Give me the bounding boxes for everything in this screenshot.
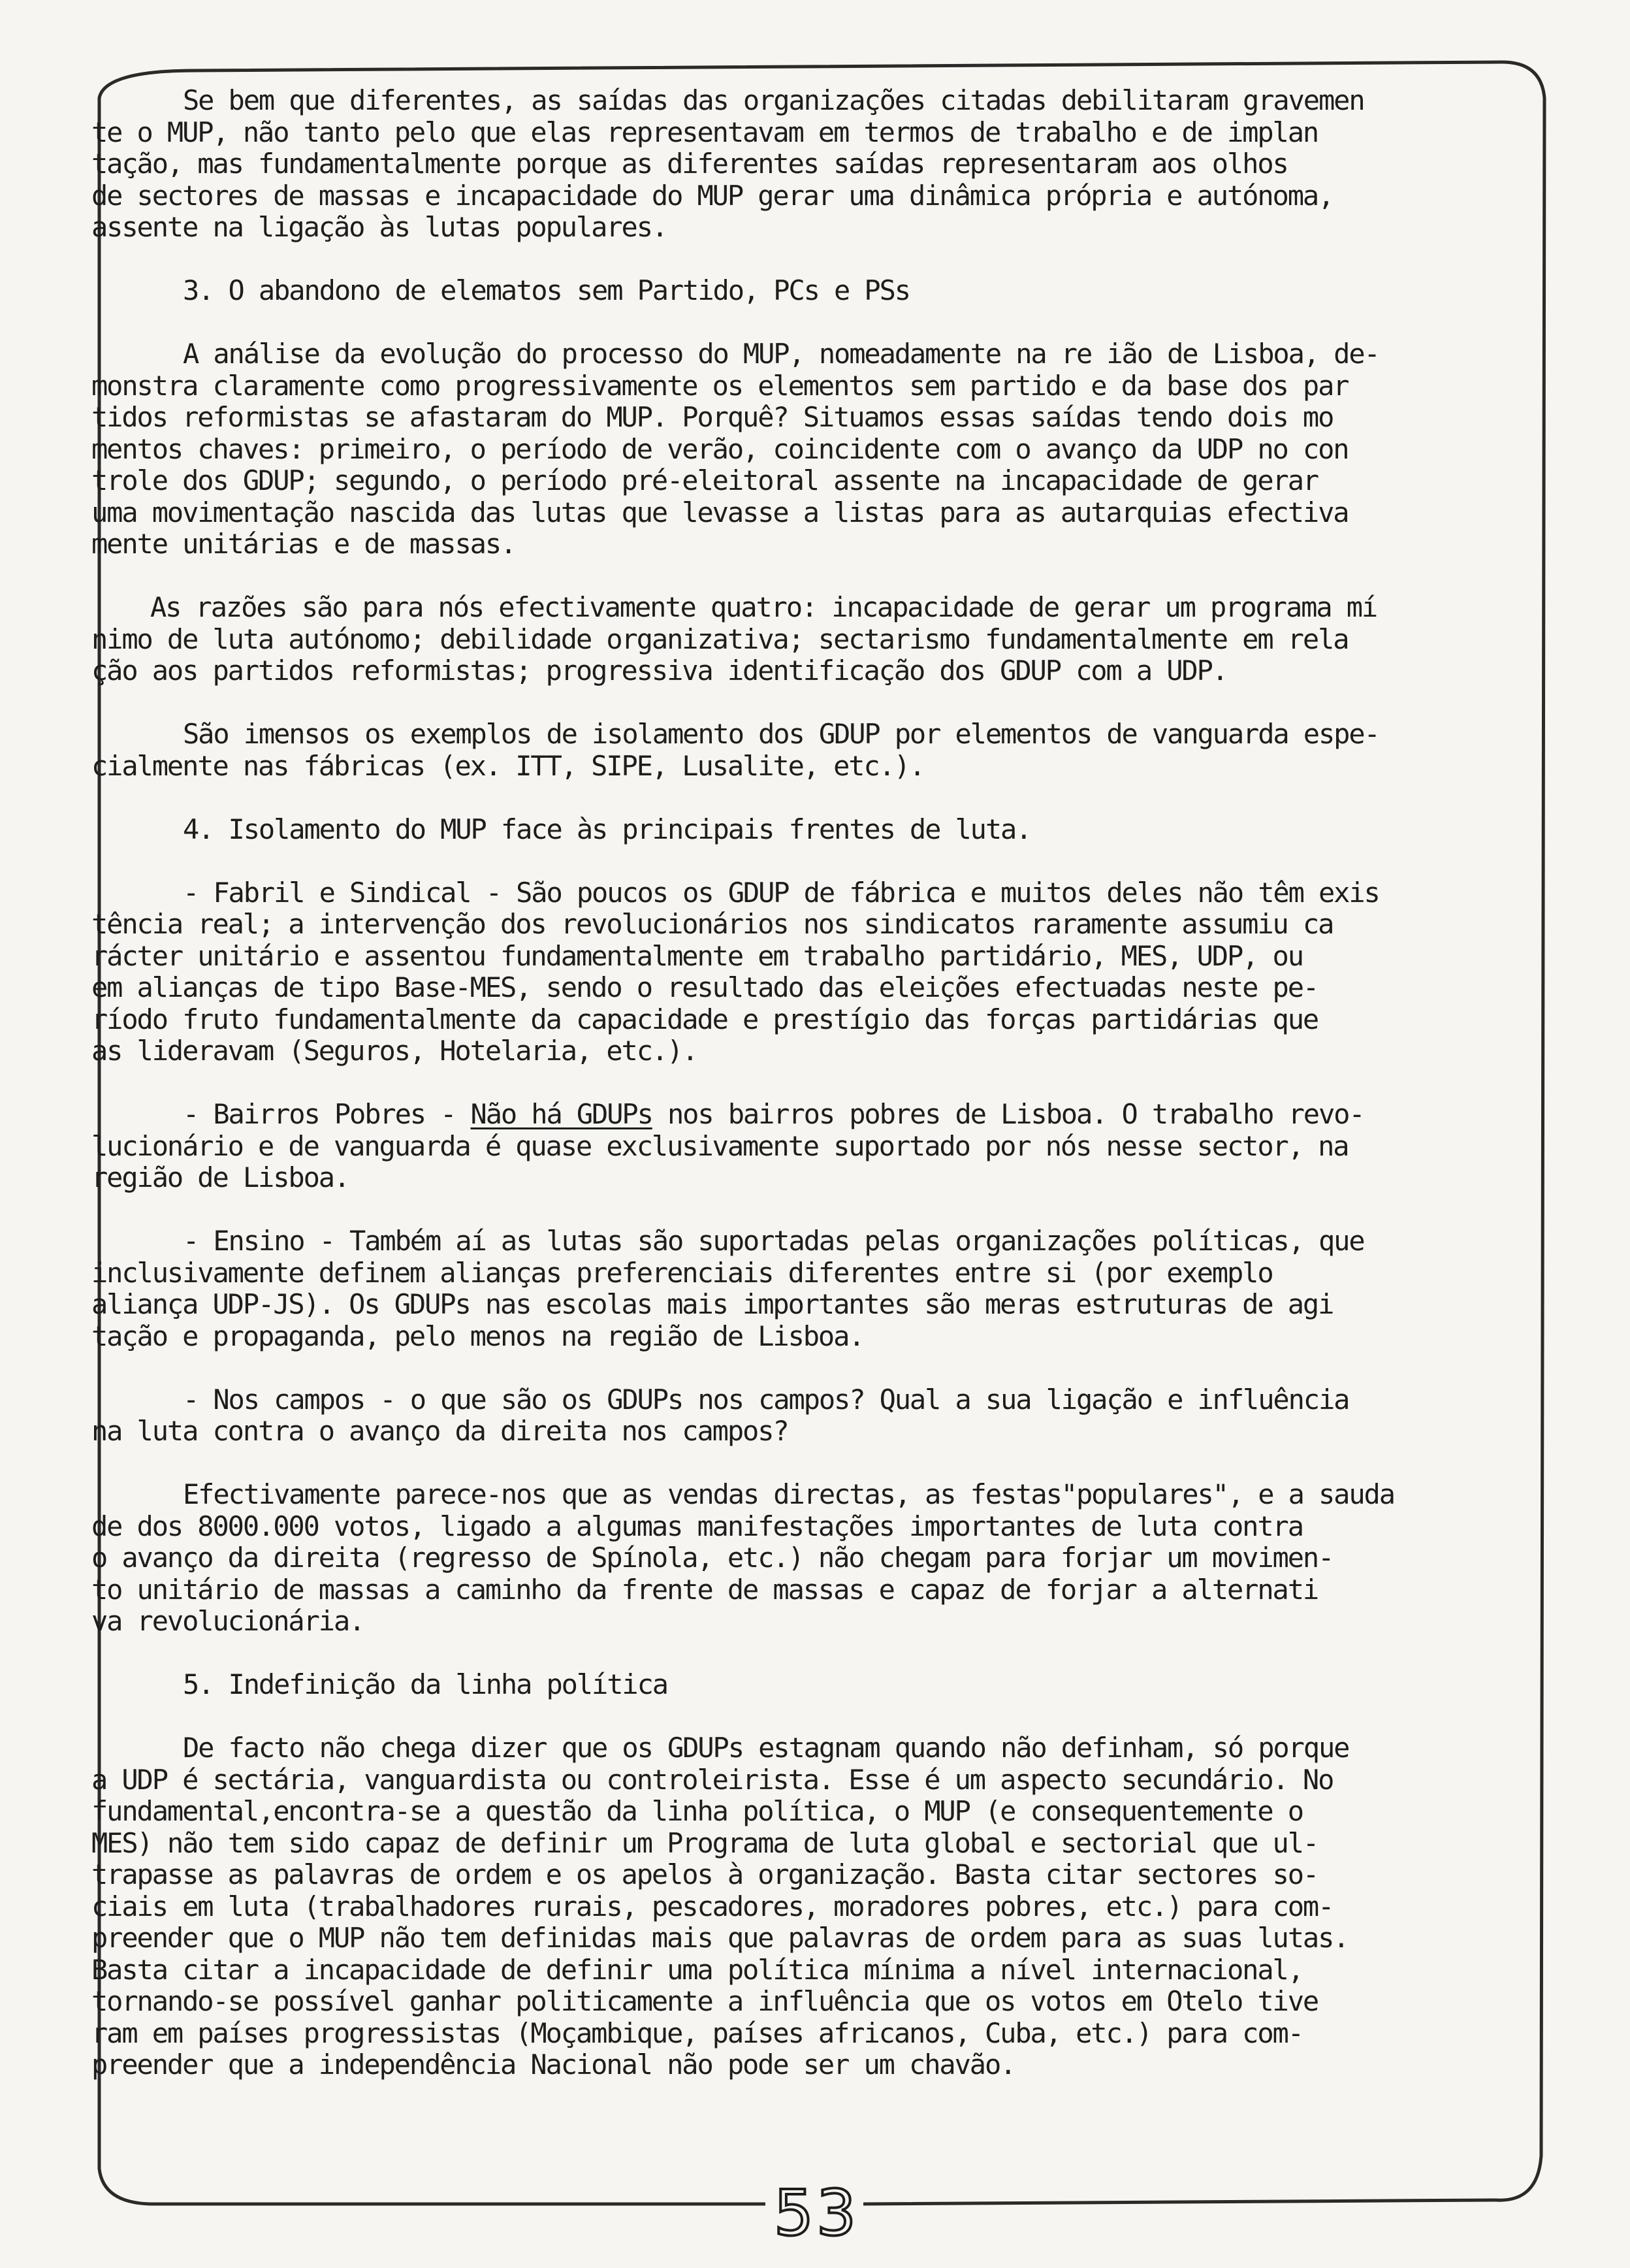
bairros-line: região de Lisboa. [91, 1161, 349, 1193]
section-3-reasons-line: nimo de luta autónomo; debilidade organizativa; sectarismo fundamentalmente em rela [91, 623, 1349, 655]
section-3-heading: 3. O abandono de elematos sem Partido, PCs e PSs [183, 274, 910, 306]
efectivamente-line: to unitário de massas a caminho da frente de massas e capaz de forjar a alternati [91, 1573, 1318, 1606]
section-3-paragraph-line: uma movimentação nascida das lutas que levasse a listas para as autarquias efectiva [91, 496, 1349, 528]
bairros-label: - Bairros Pobres - [183, 1098, 471, 1130]
intro-line: de sectores de massas e incapacidade do MUP gerar uma dinâmica própria e autónoma, [91, 179, 1334, 212]
efectivamente-line: va revolucionária. [91, 1605, 364, 1637]
section-5-paragraph-line: tornando-se possível ganhar politicamente a influência que os votos em Otelo tive [91, 1985, 1318, 2017]
section-3-examples-line: São imensos os exemplos de isolamento dos GDUP por elementos de vanguarda espe- [183, 718, 1379, 750]
document-body [91, 85, 1515, 2081]
bairros-line [91, 1099, 1515, 1131]
section-5-paragraph-line: a UDP é sectária, vanguardista ou controleirista. Esse é um aspecto secundário. No [91, 1763, 1334, 1796]
bairros-text: nos bairros pobres de Lisboa. O trabalho revo- [652, 1098, 1364, 1130]
section-3-paragraph-line: tidos reformistas se afastaram do MUP. Porquê? Situamos essas saídas tendo dois mo [91, 401, 1334, 433]
section-5-heading: 5. Indefinição da linha política [183, 1668, 667, 1700]
page-number: 53 [773, 2177, 859, 2250]
section-3-examples-line: cialmente nas fábricas (ex. ITT, SIPE, Lusalite, etc.). [91, 749, 925, 782]
fabril-line: em alianças de tipo Base-MES, sendo o resultado das eleições efectuadas neste pe- [91, 971, 1318, 1003]
section-5-paragraph-line: ciais em luta (trabalhadores rurais, pescadores, moradores pobres, etc.) para com- [91, 1890, 1334, 1922]
ensino-line: - Ensino - Também aí as lutas são suportadas pelas organizações políticas, que [183, 1225, 1364, 1257]
fabril-line: tência real; a intervenção dos revolucionários nos sindicatos raramente assumiu ca [91, 908, 1334, 940]
intro-line: te o MUP, não tanto pelo que elas representavam em termos de trabalho e de implan [91, 116, 1318, 148]
fabril-line: rácter unitário e assentou fundamentalmente em trabalho partidário, MES, UDP, ou [91, 939, 1303, 972]
fabril-line: as lideravam (Seguros, Hotelaria, etc.). [91, 1035, 697, 1067]
intro-line: assente na ligação às lutas populares. [91, 211, 667, 243]
ensino-line: aliança UDP-JS). Os GDUPs nas escolas mais importantes são meras estruturas de agi [91, 1288, 1334, 1320]
section-5-paragraph-line: preender que a independência Nacional não pode ser um chavão. [91, 2049, 1015, 2081]
section-4-heading: 4. Isolamento do MUP face às principais frentes de luta. [183, 813, 1031, 845]
underlined-phrase: Não há GDUPs [470, 1098, 652, 1130]
fabril-line: ríodo fruto fundamentalmente da capacidade e prestígio das forças partidárias que [91, 1003, 1318, 1035]
campos-line: na luta contra o avanço da direita nos campos? [91, 1415, 788, 1447]
section-5-paragraph-line: trapasse as palavras de ordem e os apelos à organização. Basta citar sectores so- [91, 1858, 1318, 1890]
section-5-paragraph-line: preender que o MUP não tem definidas mais que palavras de ordem para as suas lutas. [91, 1922, 1349, 1954]
section-3-paragraph-line: monstra claramente como progressivamente os elementos sem partido e da base dos par [91, 369, 1349, 402]
efectivamente-line: Efectivamente parece-nos que as vendas directas, as festas"populares", e a sauda [183, 1478, 1394, 1510]
efectivamente-line: de dos 8000.000 votos, ligado a algumas manifestações importantes de luta contra [91, 1510, 1303, 1542]
section-3-reasons-line: ção aos partidos reformistas; progressiva identificação dos GDUP com a UDP. [91, 655, 1227, 687]
bairros-line: lucionário e de vanguarda é quase exclusivamente suportado por nós nesse sector, na [91, 1129, 1349, 1162]
efectivamente-line: o avanço da direita (regresso de Spínola, etc.) não chegam para forjar um movimen- [91, 1542, 1334, 1574]
section-3-paragraph-line: mente unitárias e de massas. [91, 528, 516, 560]
intro-line: tação, mas fundamentalmente porque as diferentes saídas representaram aos olhos [91, 148, 1288, 180]
section-5-paragraph-line: MES) não tem sido capaz de definir um Programa de luta global e sectorial que ul- [91, 1826, 1318, 1859]
section-3-paragraph-line: A análise da evolução do processo do MUP, nomeadamente na re ião de Lisboa, de- [183, 338, 1379, 370]
section-5-paragraph-line: fundamental,encontra-se a questão da linha política, o MUP (e consequentemente o [91, 1795, 1303, 1827]
section-5-paragraph-line: ram em países progressistas (Moçambique, países africanos, Cuba, etc.) para com- [91, 2017, 1303, 2049]
section-3-paragraph-line: mentos chaves: primeiro, o período de verão, coincidente com o avanço da UDP no con [91, 432, 1349, 465]
section-5-paragraph-line: De facto não chega dizer que os GDUPs estagnam quando não definham, só porque [183, 1732, 1349, 1764]
section-5-paragraph-line: Basta citar a incapacidade de definir uma política mínima a nível internacional, [91, 1953, 1303, 1986]
section-3-paragraph-line: trole dos GDUP; segundo, o período pré-eleitoral assente na incapacidade de gerar [91, 464, 1318, 496]
section-3-reasons-line: As razões são para nós efectivamente quatro: incapacidade de gerar um programa mí [150, 591, 1377, 623]
campos-line: - Nos campos - o que são os GDUPs nos campos? Qual a sua ligação e influência [183, 1383, 1349, 1416]
intro-line: Se bem que diferentes, as saídas das organizações citadas debilitaram gravemen [183, 84, 1364, 116]
fabril-line: - Fabril e Sindical - São poucos os GDUP de fábrica e muitos deles não têm exis [183, 876, 1379, 909]
ensino-line: inclusivamente definem alianças preferenciais diferentes entre si (por exemplo [91, 1256, 1273, 1289]
ensino-line: tação e propaganda, pelo menos na região de Lisboa. [91, 1320, 864, 1352]
